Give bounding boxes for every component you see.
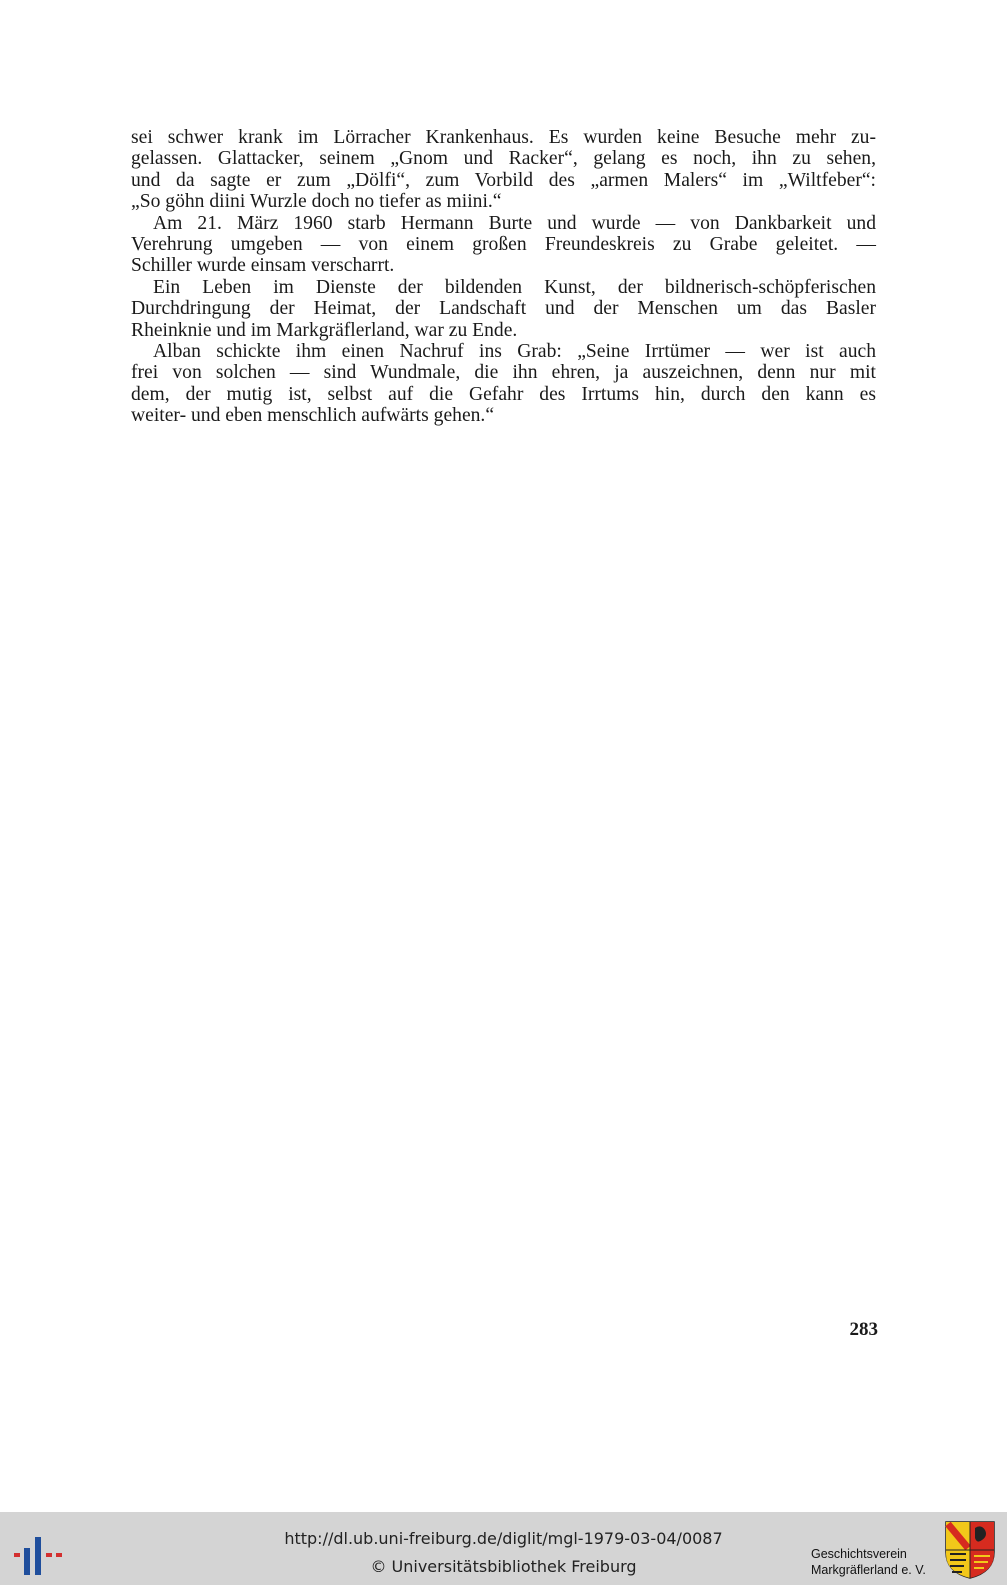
paragraph xyxy=(131,213,876,277)
text-line: Ein Leben im Dienste der bildenden Kunst, der bildnerisch-schöpferischen xyxy=(153,276,876,298)
text-line: und da sagte er zum „Dölfi“, zum Vorbild des „armen Malers“ im „Wiltfeber“: xyxy=(131,169,876,191)
text-line: frei von solchen — sind Wundmale, die ihn ehren, ja auszeichnen, denn nur mit xyxy=(131,362,876,384)
text-line: dem, der mutig ist, selbst auf die Gefahr des Irrtums hin, durch den kann es xyxy=(131,383,876,405)
text-line: Durchdringung der Heimat, der Landschaft und der Menschen um das Basler xyxy=(131,298,876,320)
markgraeflerland-crest-icon xyxy=(944,1520,996,1580)
permalink-url[interactable]: http://dl.ub.uni-freiburg.de/diglit/mgl-1979-03-04/0087 xyxy=(284,1529,723,1548)
text-line: Rheinknie und im Markgräflerland, war zu Ende. xyxy=(131,319,518,341)
body-text xyxy=(131,127,876,427)
text-line: „So göhn diini Wurzle doch no tiefer as miini.“ xyxy=(131,191,502,213)
text-line: weiter- und eben menschlich aufwärts gehen.“ xyxy=(131,405,495,427)
society-name xyxy=(811,1546,926,1578)
paragraph xyxy=(131,341,876,427)
society-name-line2: Markgräflerland e. V. xyxy=(811,1563,926,1577)
footer-bar xyxy=(0,1512,1007,1585)
page-number: 283 xyxy=(849,1319,878,1340)
text-line: Schiller wurde einsam verscharrt. xyxy=(131,255,395,277)
paragraph xyxy=(131,277,876,341)
copyright-notice: © Universitätsbibliothek Freiburg xyxy=(370,1557,637,1576)
text-line: Alban schickte ihm einen Nachruf ins Grab: „Seine Irrtümer — wer ist auch xyxy=(153,341,876,363)
text-line: sei schwer krank im Lörracher Krankenhaus. Es wurden keine Besuche mehr zu- xyxy=(131,127,876,148)
society-name-line1: Geschichtsverein xyxy=(811,1547,907,1561)
text-line: Verehrung umgeben — von einem großen Freundeskreis zu Grabe geleitet. — xyxy=(131,234,876,256)
paragraph xyxy=(131,127,876,213)
text-line: Am 21. März 1960 starb Hermann Burte und wurde — von Dankbarkeit und xyxy=(153,212,876,234)
text-line: gelassen. Glattacker, seinem „Gnom und Racker“, gelang es noch, ihn zu sehen, xyxy=(131,148,876,170)
